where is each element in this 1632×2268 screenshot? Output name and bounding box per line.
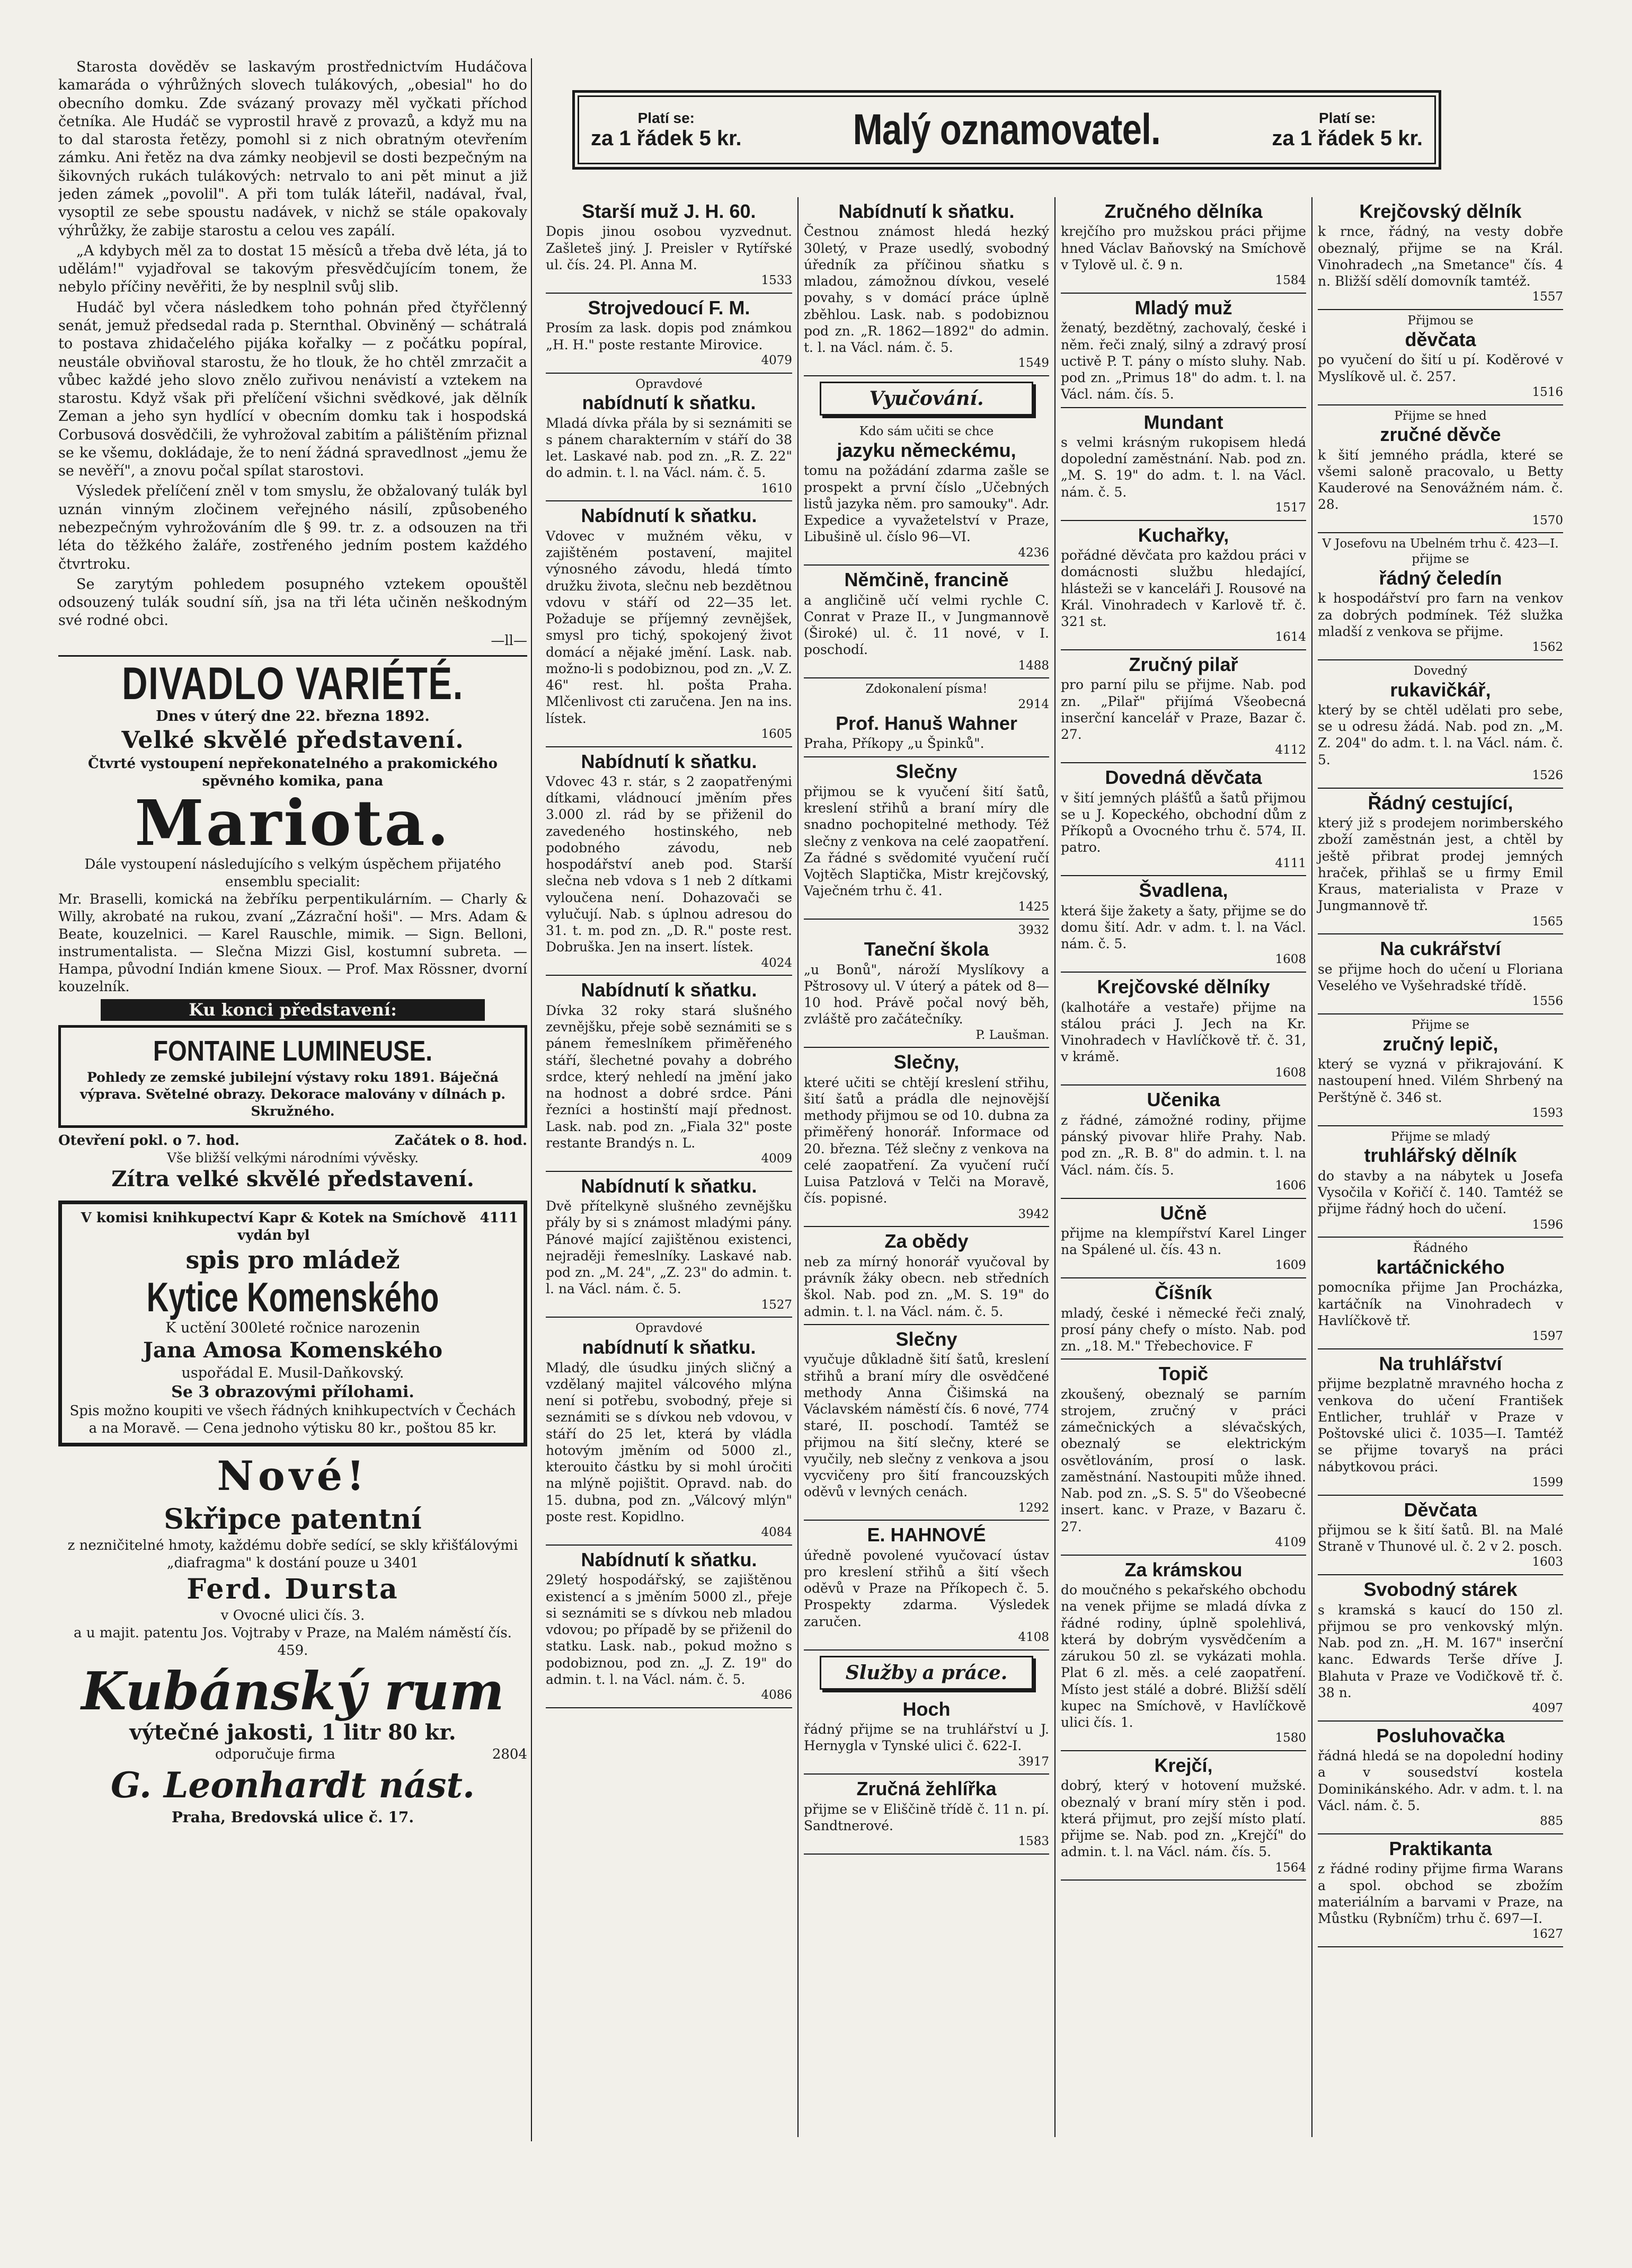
left-column [58, 58, 527, 2141]
ad-heading: Taneční škola [864, 938, 989, 960]
ad-text: a angličině učí velmi rychle C. Conrat v Praze II., v Jungmannově (Široké) ul. č. 11 nové, v I. poschodí. [804, 592, 1049, 658]
ad-heading: Nabídnutí k sňatku. [581, 750, 757, 772]
ad-text: Dvě přítelkyně slušného zevnějšku přály by si s známost mladými pány. Pánové mající zajištěnou existenci, nejraději řemeslníky. Laskavé nab. pod zn. „M. 24", „Z. 23" do admin. t. l. na Václ. nám. č. 5. [546, 1198, 792, 1297]
ad-number: 1608 [1275, 952, 1306, 967]
rum-rec-row [58, 1746, 527, 1763]
ad-heading: Praktikanta [1389, 1837, 1492, 1859]
classified-ad [546, 976, 792, 1171]
classified-ad [546, 747, 792, 976]
classified-ad [804, 1227, 1049, 1325]
ad-text: zkoušený, obeznalý se parním strojem, zručný v práci zámečnických a slévačských, obeznalý se elektrickým osvětlováním, prosí o lask. zaměstnání. Nastoupiti může ihned. Nab. pod zn. „S. S. 5" do Všeobecné insert. kanc. v Praze, v Bazaru č. 27. [1061, 1386, 1306, 1534]
kytice-title2: Kytice Komenského [146, 1273, 439, 1320]
ad-heading: rukavičkář, [1390, 678, 1491, 701]
ad-text: Dívka 32 roky stará slušného zevnějšku, přeje sobě seznámiti se s pánem řemeslníkem přiměřeného stáří, šlechetné povahy a dobrého srdce, který nehledí na jmění jako na hodnost a dobré srdce. Páni řezníci a hostinští mají přednost. Lask. nab. pod zn. „Fiala 32" poste restante Brandýs n. L. [546, 1002, 792, 1151]
ad-text: který by se chtěl udělati pro sebe, se u odresu žádá. Nab. pod zn. „M. Z. 204" do adm. t. l. na Václ. nám. č. 5. [1318, 702, 1563, 767]
ad-preheading: Opravdové [635, 377, 703, 391]
ad-number: 1608 [1275, 1065, 1306, 1080]
rum-title: Kubánský rum [81, 1661, 504, 1722]
classified-ad [804, 757, 1049, 920]
classified-ad [1318, 1575, 1563, 1722]
rum-desc: výtečné jakosti, 1 litr 80 kr. [129, 1719, 456, 1745]
ad-heading: Krejčovský dělník [1359, 200, 1522, 222]
ad-text: Praha, Příkopy „u Špinků". [804, 736, 984, 752]
classified-ad [804, 1048, 1049, 1227]
ad-text: řádná hledá se na dopolední hodiny a v sousedství kostela Dominikánského. Adr. v adm. t. l. na Václ. nám. č. 5. [1318, 1748, 1563, 1813]
classified-ad [546, 1318, 792, 1545]
rum-addr: Praha, Bredovská ulice č. 17. [171, 1808, 414, 1826]
ad-text: které učiti se chtějí kreslení střihu, šití šatů a prádla dle nejnovější methody přijmou se od 10. dubna za přiměřený honorář. Informace od 20. března. Též slečny z venkova na celé zaopatření. Za vyučení ručí Luisa Patzlová v Telči na Moravě, čís. popisné. [804, 1074, 1049, 1206]
skripce-also: a u majit. patentu Jos. Vojtraby v Praze, na Malém náměstí čís. 459. [74, 1625, 512, 1658]
ad-text: k šití jemného prádla, které se všemi saloně pracovalo, u Betty Kauderové na Senovážném nám. č. 28. [1318, 447, 1563, 513]
ad-number: 2914 [1018, 698, 1049, 712]
classified-ad [1318, 789, 1563, 935]
ad-text: Vdovec v mužném věku, v zajištěném postavení, majitel výnosného závodu, hledá tímto družku života, slečnu neb bezdětnou vdovu v stáří od 22—35 let. Požaduje se příjemný zevnějšek, smysl pro tichý, spokojený život domácí a nějaké jmění. Lask. nab. možno-li s podobiznou, pod zn. „V. Z. 46" rest. hl. pošta Praha. Mlčenlivost cti zaručena. Jen na ins. lístek. [546, 528, 792, 726]
kytice-title1: spis pro mládež [185, 1246, 400, 1275]
skripce-num: 3401 [383, 1555, 419, 1571]
classified-ad [804, 197, 1049, 376]
kytice-intro-row [67, 1210, 518, 1245]
classified-ad [1061, 408, 1306, 521]
classified-ad [1061, 1751, 1306, 1881]
rum-num: 2804 [492, 1746, 527, 1763]
banner-right-big: za 1 řádek 5 kr. [1272, 126, 1423, 150]
ad-heading: kartáčnického [1376, 1256, 1505, 1278]
ad-preheading: V Josefovu na Ubelném trhu č. 423—I. přijme se [1322, 537, 1559, 567]
ad-number: 1593 [1532, 1106, 1563, 1120]
classified-ad [546, 501, 792, 747]
ad-text: Prosím za lask. dopis pod známkou „H. H." poste restante Mirovice. [546, 320, 792, 352]
classified-ad [1318, 533, 1563, 660]
ad-heading: Slečny, [893, 1051, 960, 1073]
article-signature: —ll— [491, 632, 527, 649]
ad-text: z řádné rodiny přijme firma Warans a spol. obchod se zbožím materiálním a barvami v Praze, na Můstku (Rybníčm) trhu č. 697—I. [1318, 1861, 1563, 1927]
ad-heading: nabídnutí k sňatku. [582, 392, 756, 414]
ad-number: 1570 [1532, 513, 1563, 527]
ad-heading: Za obědy [884, 1230, 969, 1252]
ad-number: 1599 [1532, 1475, 1563, 1489]
ad-preheading: Přijmou se [1407, 314, 1474, 328]
ad-preheading: Přijme se mladý [1390, 1129, 1490, 1144]
classified-ad [1318, 405, 1563, 534]
classified-ad [1318, 1834, 1563, 1947]
ad-number: 1583 [1018, 1834, 1049, 1849]
skripce-name: Ferd. Dursta [187, 1573, 399, 1605]
classified-ad [1061, 1278, 1306, 1360]
ad-number: 1517 [1275, 500, 1306, 515]
ad-number: 1596 [1532, 1217, 1563, 1232]
ad-heading: Svobodný stárek [1363, 1578, 1518, 1601]
ad-number: 885 [1540, 1814, 1563, 1829]
ad-heading: Zručný pilař [1129, 654, 1238, 676]
fontaine-desc: Pohledy ze zemské jubilejní výstavy roku 1891. Báječná výprava. Světelné obrazy. Dekorace malovány v dílnách p. Skružného. [79, 1070, 506, 1119]
ad-heading: Starší muž J. H. 60. [582, 200, 756, 222]
article-paragraph: „A kdybych měl za to dostat 15 měsíců a třeba dvě léta, já to udělám!" vyjadřoval se takovým přesvědčujícím tonem, že nebylo příčiny nevěřiti, že by nesplnil svůj slib. [58, 242, 527, 296]
ad-text: po vyučení do šití u pí. Koděrové v Myslíkově ul. č. 257. [1318, 352, 1563, 384]
ad-text: který se vyzná v přikrajování. K nastoupení hned. Vilém Shrbený na Perštýně č. 346 st. [1318, 1056, 1563, 1105]
ad-heading: Krejčovské dělníky [1097, 976, 1270, 998]
ad-heading: Dovedná děvčata [1105, 766, 1262, 789]
ad-text: do moučného s pekařského obchodu na venek přijme se mladá dívka z řádné rodiny, úplně spolehlivá, která by dobrým vysvědčením a zárukou 50 zl. se vykázati mohla. Plat 6 zl. měs. a celé zaopatření. Místo jest stálé a dobré. Bližší sdělí kupec na Smíchově, v Havlíčkově ulici čís. 1. [1061, 1582, 1306, 1731]
ad-preheading: Kdo sám učiti se chce [859, 425, 994, 439]
ad-heading: Za krámskou [1124, 1558, 1243, 1581]
kytice-sub1: K uctění 300leté ročnice narozenin [165, 1319, 420, 1336]
ad-text: přijme na klempířství Karel Linger na Spálené ul. čís. 43 n. [1061, 1225, 1306, 1258]
ad-number: 1557 [1532, 290, 1563, 304]
classified-ad [1318, 197, 1563, 310]
classified-ad [804, 1775, 1049, 1855]
classified-ad [546, 1546, 792, 1708]
ad-signature: P. Laušman. [975, 1028, 1049, 1042]
ad-number: 1614 [1275, 630, 1306, 645]
ad-number: 1597 [1532, 1329, 1563, 1344]
ad-text: do stavby a na nábytek u Josefa Vysočila v Kořičí č. 140. Tamtéž se přijme řádný hoch do učení. [1318, 1168, 1563, 1217]
ad-heading: Zručného dělníka [1104, 200, 1263, 222]
divadlo-info: Vše bližší velkými národními vývěsky. [166, 1150, 419, 1166]
article-paragraph: Se zarytým pohledem posupného vztekem opouštěl odsouzený tulák soudní síň, jsa na tři léta učiněn neškodným své rodné obci. [58, 576, 527, 629]
skripce-subtitle: Skřipce patentní [164, 1503, 422, 1535]
skripce-ad [58, 1451, 527, 1660]
ad-text: Vdovec 43 r. stár, s 2 zaopatřenými dítkami, vládnoucí jměním přes 3.000 zl. rád by se přiženil do zavedeného hostinského, neb podobného závodu, neb hospodářství aneb pod. Starší slečna neb vdova s 1 neb 2 dítkami vyloučena není. Dohazovači se vylučují. Nab. s úplnou adresou do 31. t. m. pod zn. „D. R." poste rest. Dobruška. Jen na insert. lístek. [546, 773, 792, 955]
ad-text: z řádné, zámožné rodiny, přijme pánský pivovar hliře Prahy. Nab. pod zn. „R. B. 8" do admin. t. l. na Václ. nám. čís. 5. [1061, 1112, 1306, 1178]
ad-heading: truhlářský dělník [1364, 1144, 1517, 1167]
ad-text: vyučuje důkladně šití šatů, kreslení střihů a braní míry dle osvědčené methody Anna Čišimská na Václavském náměstí čís. 6 nové, 774 staré, II. poschodí. Tamtéž se přijmou na šití slečny, které se vyučily, neb slečny z venkova a jsou vycvičeny pro šití francouzských oděvů v levných cenách. [804, 1352, 1049, 1500]
banner-left [591, 110, 742, 151]
ad-text: mladý, české i německé řeči znalý, prosí pány chefy o místo. Nab. pod zn. „18. M." Třebechovice. F [1061, 1305, 1306, 1354]
ad-number: 1603 [1532, 1555, 1563, 1569]
classified-ad [804, 678, 1049, 757]
ad-number: 1526 [1532, 768, 1563, 782]
kytice-ad [58, 1201, 527, 1446]
ad-text: ženatý, bezdětný, zachovalý, české i něm. řeči znalý, silný a zdravý prosí uctivě P. T. pány o místo sluhy. Nab. pod zn. „Primus 18" do adm. t. l. na Václ. nám. čís. 5. [1061, 320, 1306, 402]
ad-preheading: Přijme se hned [1394, 409, 1487, 423]
rum-ad [58, 1661, 527, 1827]
divadlo-closing: Ku konci představení: [101, 999, 485, 1021]
fontaine-title: FONTAINE LUMINEUSE. [153, 1035, 432, 1067]
ad-number: 1627 [1532, 1927, 1563, 1942]
ad-number: 4111 [1275, 856, 1306, 870]
ad-preheading: Zdokonalení písma! [865, 682, 988, 696]
ad-number: 4109 [1275, 1535, 1306, 1549]
ad-text: Dopis jinou osobou vyzvednut. Zašleteš jiný. J. Preisler v Rytířské ul. čís. 24. Pl. Anna M. [546, 224, 792, 272]
ad-number: 4108 [1018, 1630, 1049, 1644]
banner-right-small: Platí se: [1318, 109, 1376, 126]
kytice-name: Jana Amosa Komenského [143, 1337, 443, 1363]
ad-number: 3917 [1018, 1754, 1049, 1769]
section-heading: Vyučování. [820, 382, 1033, 416]
ad-heading: Nabídnutí k sňatku. [581, 1548, 757, 1570]
classified-ad [1318, 1722, 1563, 1834]
ad-preheading: Řádného [1413, 1241, 1468, 1256]
ad-heading: Němčině, francině [844, 569, 1009, 591]
ad-number: 1488 [1018, 658, 1049, 673]
ad-text: Mladá dívka přála by si seznámiti se s pánem charakterním v stáří do 38 let. Laskavé nab. pod zn. „R. Z. 22" do admin. t. l. na Václ. nám. č. 5. [546, 415, 792, 481]
classified-ad [1318, 1349, 1563, 1496]
ad-heading: Nabídnutí k sňatku. [838, 200, 1015, 222]
classified-ad [1318, 1126, 1563, 1238]
ad-text: pomocníka přijme Jan Procházka, kartáčník na Vinohradech v Havlíčkově tř. [1318, 1279, 1563, 1328]
ad-heading: děvčata [1405, 328, 1476, 350]
ad-number: 1562 [1532, 640, 1563, 655]
ad-heading: Děvčata [1404, 1498, 1477, 1521]
article-paragraph: Výsledek přelíčení zněl v tom smyslu, že obžalovaný tulák byl uznán vinným zločinem veřejného násilí, způsobeného nebezpečným vyhrožováním dle § 99. tr. z. a odsouzen na tři léta do těžkého žaláře, zostřeného jedním postem každého čtvrtroku. [58, 483, 527, 572]
classified-ad [1318, 1496, 1563, 1576]
classified-ad [1318, 310, 1563, 405]
divadlo-start: Začátek o 8. hod. [394, 1132, 527, 1149]
classified-ad [804, 920, 1049, 1048]
ad-column [1054, 197, 1311, 2137]
ad-text: neb za mírný honorář vyučoval by právník žáky obecn. neb středních škol. Nab. pod zn. „M. S. 19" do admin. t. l. na Václ. nám. č. 5. [804, 1254, 1049, 1319]
divadlo-acts: Mr. Braselli, komická na žebříku perpentikulárním. — Charly & Willy, akrobaté na rukou, zvaní „Zázrační hoši". — Mrs. Adam & Beate, kouzelnici. — Karel Rauschle, mimik. — Sign. Belloni, instrumentalista. — Slečna Mizzi Gisl, kostumní subreta. — Hampa, původní Indián kmene Sioux. — Prof. Max Rössner, dvorní kouzelník. [58, 892, 527, 995]
ad-text: přijme bezplatně mravného hocha z venkova do učení František Entlicher, truhlář v Praze v Poštovské ulici č. 1035—I. Tamtéž se přijme tovaryš na práci nábytkovou práci. [1318, 1376, 1563, 1475]
ad-heading: Řádný cestující, [1368, 791, 1513, 814]
ad-number: 1516 [1532, 385, 1563, 399]
ad-column [797, 197, 1054, 2137]
ad-preheading: Přijme se [1411, 1018, 1470, 1032]
article-paragraph: Starosta dověděv se laskavým prostřednictvím Hudáčova kamaráda o výhrůžných slovech tulákových, „obesial" ho do obecního domku. Zde svázaný provazy měl vyčkati příchod četníka. Ale Hudáč se vyprostil hravě z provazů, a když mu na to dal starosta řetězy, pomohl si z nich obratným otevřením zámku. Ani řetěz na dva zámky neobjevil se dosti bezpečným na šikovných rukách tulákových: netrvalo to ani pět minut a již jeden zámek „povolil". A při tom tulák láteřil, nadával, řval, vysoptil ze sebe spoustu nadávek, v nichž se stále opakovaly výhrůžky, že zabije starostu a celou ves zapálí. [58, 59, 527, 239]
ad-text: k rnce, řádný, na vesty dobře obeznalý, přijme se na Král. Vinohradech „na Smetance" čís. 4 n. Bližší sdělí domovník tamtéž. [1318, 224, 1563, 289]
ad-heading: řádný čeledín [1379, 567, 1502, 589]
skripce-desc-row [58, 1537, 527, 1572]
ad-text: s kramská s kaucí do 150 zl. přijmou se pro venkovský mlýn. Nab. pod zn. „H. M. 167" inserční kanc. Edwards Terše dříve J. Blahuta v Praze ve Vodičkově tř. č. 38 n. [1318, 1602, 1563, 1700]
ad-text: Čestnou známost hledá hezký 30letý, v Praze usedlý, svobodný úředník za příčinou sňatku s mladou, zámožnou dívkou, veselé povahy, s v domácí práce úplně zběhlou. Lask. nab. s podobiznou pod zn. „R. 1862—1892" do admin. t. l. na Václ. nám. č. 5. [804, 224, 1049, 356]
classified-ad [1318, 660, 1563, 789]
ad-number: 1533 [761, 273, 792, 288]
kytice-buy: Spis možno koupiti ve všech řádných knihkupectvích v Čechách a na Moravě. — Cena jednoho výtisku 80 kr., poštou 85 kr. [69, 1403, 516, 1437]
classified-ad [546, 1172, 792, 1318]
ad-text: v šití jemných plášťů a šatů přijmou se u J. Kopeckého, obchodní dům z Příkopů a Ovocného trhu č. 574, II. patro. [1061, 790, 1306, 855]
classified-ad [804, 421, 1049, 566]
ad-text: „u Bonů", nároží Myslíkovy a Pštrosovy ul. V úterý a pátek od 8—10 hod. Právě počal nový běh, zvláště pro začátečníky. [804, 961, 1049, 1027]
divadlo-open: Otevření pokl. o 7. hod. [58, 1132, 240, 1149]
ad-text: se přijme hoch do učení u Floriana Veselého ve Vyšehradské třídě. [1318, 961, 1563, 993]
ad-heading: Na truhlářství [1379, 1352, 1502, 1374]
divadlo-times [58, 1132, 527, 1150]
classified-ad [1318, 1238, 1563, 1349]
classified-ad [1061, 521, 1306, 650]
classified-ad [546, 294, 792, 374]
skripce-addr: v Ovocné ulici čís. 3. [220, 1607, 365, 1623]
ad-heading: Prof. Hanuš Wahner [836, 712, 1017, 734]
banner-left-big: za 1 řádek 5 kr. [591, 126, 742, 150]
ad-heading: Švadlena, [1139, 879, 1228, 902]
ad-number: 1609 [1275, 1258, 1306, 1273]
ad-text: (kalhotáře a vestaře) přijme na stálou práci J. Jech na Kr. Vinohradech v Havlíčkově tř. č. 31, v krámě. [1061, 999, 1306, 1065]
classified-ad [1061, 1556, 1306, 1751]
ad-text: přijmou se k vyučení šití šatů, kreslení střihů a braní míry dle snadno pochopitelné methody. Též slečny z venkova na celé zaopatření. Za řádné s svědomité vyučení ručí Vojtěch Slaptička, Mistr krejčovský, Vaječném trhu č. 41. [804, 783, 1049, 899]
ad-text: úředně povolené vyučovací ústav pro kreslení střihů a šití všech oděvů v Praze na Příkopech č. 5. Prospekty zdarma. Výsledek zaručen. [804, 1547, 1049, 1629]
ad-number: 4079 [761, 353, 792, 367]
divadlo-ad [58, 655, 527, 1194]
rum-firm: G. Leonhardt nást. [111, 1764, 475, 1806]
ad-number: 4024 [761, 956, 792, 970]
classified-ad [804, 1325, 1049, 1521]
ad-text: dobrý, který v hotovení mužské. obeznalý v braní míry stěn i pod. která přijmut, pro zejší místo platí. přijme se. Nab. pod zn. „Krejčí" do admin. t. l. na Václ. nám. čís. 5. [1061, 1778, 1306, 1860]
fontaine-box [58, 1025, 527, 1128]
ad-number: 4086 [761, 1688, 792, 1702]
divadlo-cont: Dále vystoupení následujícího s velkým úspěchem přijatého ensemblu specialit: [84, 857, 501, 890]
ad-number: 4097 [1532, 1701, 1563, 1716]
classified-ad [1061, 973, 1306, 1086]
banner-left-small: Platí se: [637, 109, 695, 126]
ad-number: 1605 [761, 727, 792, 741]
ad-text: 29letý hospodářský, se zajištěnou existencí a s jměním 5000 zl., přeje si seznámiti se s dívkou neb mladou vdovou; po případě by se přiženil do statku. Lask. nab., pokud možno s podobiznou, pod zn. „J. Z. 19" do admin. t. l. na Václ. nám. č. 5. [546, 1572, 792, 1687]
ad-number: 1292 [1018, 1501, 1049, 1515]
ad-heading: Kuchařky, [1138, 524, 1229, 546]
classified-ad [1061, 650, 1306, 763]
divadlo-title: DIVADLO VARIÉTÉ. [122, 658, 464, 709]
classified-ad [546, 374, 792, 502]
kytice-sub2: uspořádal E. Musil-Daňkovský. [181, 1364, 404, 1381]
ad-number: 3932 [1018, 923, 1049, 938]
ad-number: 3942 [1018, 1207, 1049, 1221]
kytice-pics: Se 3 obrazovými přílohami. [171, 1382, 414, 1401]
ad-heading: Učenika [1147, 1089, 1220, 1111]
article [58, 58, 527, 650]
divadlo-headline: Velké skvělé představení. [121, 727, 464, 754]
ad-number: 4084 [761, 1525, 792, 1540]
classified-ad [1318, 934, 1563, 1014]
section-heading: Služby a práce. [820, 1656, 1033, 1690]
ad-heading: jazyku německému, [837, 439, 1016, 461]
classified-ad [804, 566, 1049, 678]
ad-text: s velmi krásným rukopisem hledá dopolední zaměstnání. Nab. pod zn. „M. S. 19" do adm. t. l. na Václ. nám. č. 5. [1061, 434, 1306, 500]
ad-heading: nabídnutí k sňatku. [582, 1336, 756, 1358]
ad-column [1311, 197, 1568, 2137]
ad-number: 1425 [1018, 899, 1049, 914]
ad-number: 1549 [1018, 356, 1049, 370]
divadlo-star: Mariota. [135, 786, 451, 860]
ad-number: 1580 [1275, 1731, 1306, 1745]
ad-heading: Topič [1158, 1363, 1209, 1385]
classified-ad [1318, 1014, 1563, 1126]
classified-ad [1061, 1199, 1306, 1279]
classified-ad [804, 1521, 1049, 1650]
ad-text: Mladý, dle úsudku jiných sličný a vzdělaný majitel válcového mlýna není si potřebu, svobodný, přeje si seznámiti se s dívkou neb vdovou, v stáří do 25 let, která by vládla hotovým jměním od 5000 zl., kterouito částku by si mohl úročiti na mlýně pojištit. Opravd. nab. do 15. dubna, pod zn. „Válcový mlýn" poste rest. Kopidlno. [546, 1360, 792, 1524]
ad-heading: Učně [1160, 1202, 1207, 1224]
ad-heading: Číšník [1155, 1282, 1212, 1304]
ad-heading: Slečny [895, 760, 957, 782]
divadlo-desc: Čtvrté vystoupení nepřekonatelného a prakomického spěvného komika, pana [88, 756, 498, 790]
ad-heading: Na cukrářství [1380, 938, 1501, 960]
ad-text: tomu na požádání zdarma zašle se prospekt a první číslo „Učebných listů jazyka něm. pro samouky". Adr. Expedice a vyvažetelství v Praze, Libušině ul. číslo 96—VI. [804, 463, 1049, 545]
ad-text: pořádné děvčata pro každou práci v domácnosti službu hledající, hlásteži se v kanceláři J. Rousové na Král. Vinohradech v Karlově tř. č. 321 st. [1061, 548, 1306, 630]
ad-heading: Nabídnutí k sňatku. [581, 505, 757, 527]
ad-text: řádný přijme se na truhlářství u J. Hernygla v Tynské ulici č. 622-I. [804, 1722, 1049, 1754]
banner-right [1272, 110, 1423, 151]
classified-ad [1061, 197, 1306, 294]
kytice-intro: V komisi knihkupectví Kapr & Kotek na Smíchově vydán byl [81, 1210, 466, 1244]
ad-preheading: Dovedný [1413, 664, 1468, 678]
kytice-num: 4111 [480, 1210, 518, 1226]
ad-text: pro parní pilu se přijme. Nab. pod zn. „Pilař" přijímá Všeobecná inserční kancelář v Praze, Bazar č. 27. [1061, 677, 1306, 743]
ad-preheading: Opravdové [635, 1321, 703, 1336]
ad-text: krejčího pro mužskou práci přijme hned Václav Baňovský na Smíchově v Tylově ul. č. 9 n. [1061, 224, 1306, 272]
skripce-desc: z nezničitelné hmoty, každému dobře sedící, se skly křišťálovými „diafragma" k dostání pouze u [67, 1537, 518, 1571]
ad-number: 4112 [1275, 743, 1306, 757]
ad-text: k hospodářství pro farn na venkov za dobrých podmínek. Též služka mladší z venkova se přijme. [1318, 590, 1563, 639]
banner-title: Malý oznamovatel. [853, 105, 1161, 154]
ad-text: přijme se v Eliščině třídě č. 11 n. pí. Sandtnerové. [804, 1801, 1049, 1833]
ad-number: 1527 [761, 1298, 792, 1312]
ad-heading: Strojvedoucí F. M. [588, 296, 750, 319]
ad-heading: Zručná žehlířka [856, 1778, 997, 1800]
classified-ads [540, 197, 1568, 2137]
article-paragraph: Hudáč byl včera následkem toho pohnán před čtyřčlenný senát, jemuž předsedal rada p. Sternthal. Obviněný — schátralá to postava zhidačelého pijáka kořalky — z počátku popíral, neustále obviňoval starostu, že ho tlouk, že ho chtěl zmrzačit a vůbec každé jeho slovo znělo zuřivou nenávistí a vztekem na starostu. Když však při přelíčení všichni svědkové, jak dělník Zeman a jeho syn hydlící v obecním domku tak i hospodská Corbusová dosvědčili, že vyhrožoval zabitím a pálištěním přiznal se ke všemu, dokládaje, že to není žádná spravedlnost „jemu že se nevěří", a znovu počal spílat starostovi. [58, 299, 527, 480]
ad-number: 1584 [1275, 273, 1306, 288]
ad-number: 1610 [761, 481, 792, 496]
ad-number: 1565 [1532, 914, 1563, 929]
ad-heading: Hoch [902, 1698, 951, 1720]
ad-heading: Krejčí, [1154, 1754, 1213, 1777]
ad-number: 1564 [1275, 1860, 1306, 1875]
classified-ad [1061, 876, 1306, 973]
classified-ad [804, 1695, 1049, 1775]
classified-ad [1061, 1086, 1306, 1198]
ad-number: 1606 [1275, 1178, 1306, 1193]
ad-heading: zručné děvče [1380, 423, 1501, 446]
ad-number: 1556 [1532, 994, 1563, 1009]
ad-heading: zručný lepič, [1382, 1032, 1498, 1055]
ad-heading: Slečny [895, 1328, 957, 1350]
ad-text: která šije žakety a šaty, přijme se do domu šití. Adr. v adm. t. l. na Václ. nám. č. 5. [1061, 903, 1306, 952]
divadlo-tomorrow: Zítra velké skvělé představení. [111, 1167, 474, 1192]
classifieds-banner [572, 90, 1441, 170]
ad-heading: Nabídnutí k sňatku. [581, 979, 757, 1001]
column-divider [531, 58, 532, 2141]
ad-heading: Nabídnutí k sňatku. [581, 1175, 757, 1197]
classified-ad [1061, 1360, 1306, 1555]
ad-text: přijmou se k šití šatů. Bl. na Malé Straně v Thunové ul. č. 2 v 2. posch. [1318, 1522, 1563, 1555]
divadlo-date: Dnes v úterý dne 22. března 1892. [156, 708, 430, 725]
ad-number: 4009 [761, 1152, 792, 1166]
ad-heading: Posluhovačka [1376, 1724, 1505, 1746]
ad-heading: Mundant [1143, 411, 1223, 433]
ad-text: který již s prodejem norimberského zboží zaměstnán jest, a chtěl by ještě přibrat prodej jemných hraček, přihlaš se u firmy Emil Kraus, materialista v Praze v Jungmannově tř. [1318, 815, 1563, 914]
rum-rec: odporučuje firma [215, 1746, 335, 1763]
classified-ad [1061, 763, 1306, 876]
classified-ad [546, 197, 792, 294]
ad-heading: Mladý muž [1134, 296, 1232, 319]
ad-number: 4236 [1018, 545, 1049, 560]
skripce-title: Nové! [217, 1452, 369, 1500]
ad-column [540, 197, 797, 2137]
classified-ad [1061, 294, 1306, 408]
ad-heading: E. HAHNOVÉ [867, 1524, 986, 1546]
